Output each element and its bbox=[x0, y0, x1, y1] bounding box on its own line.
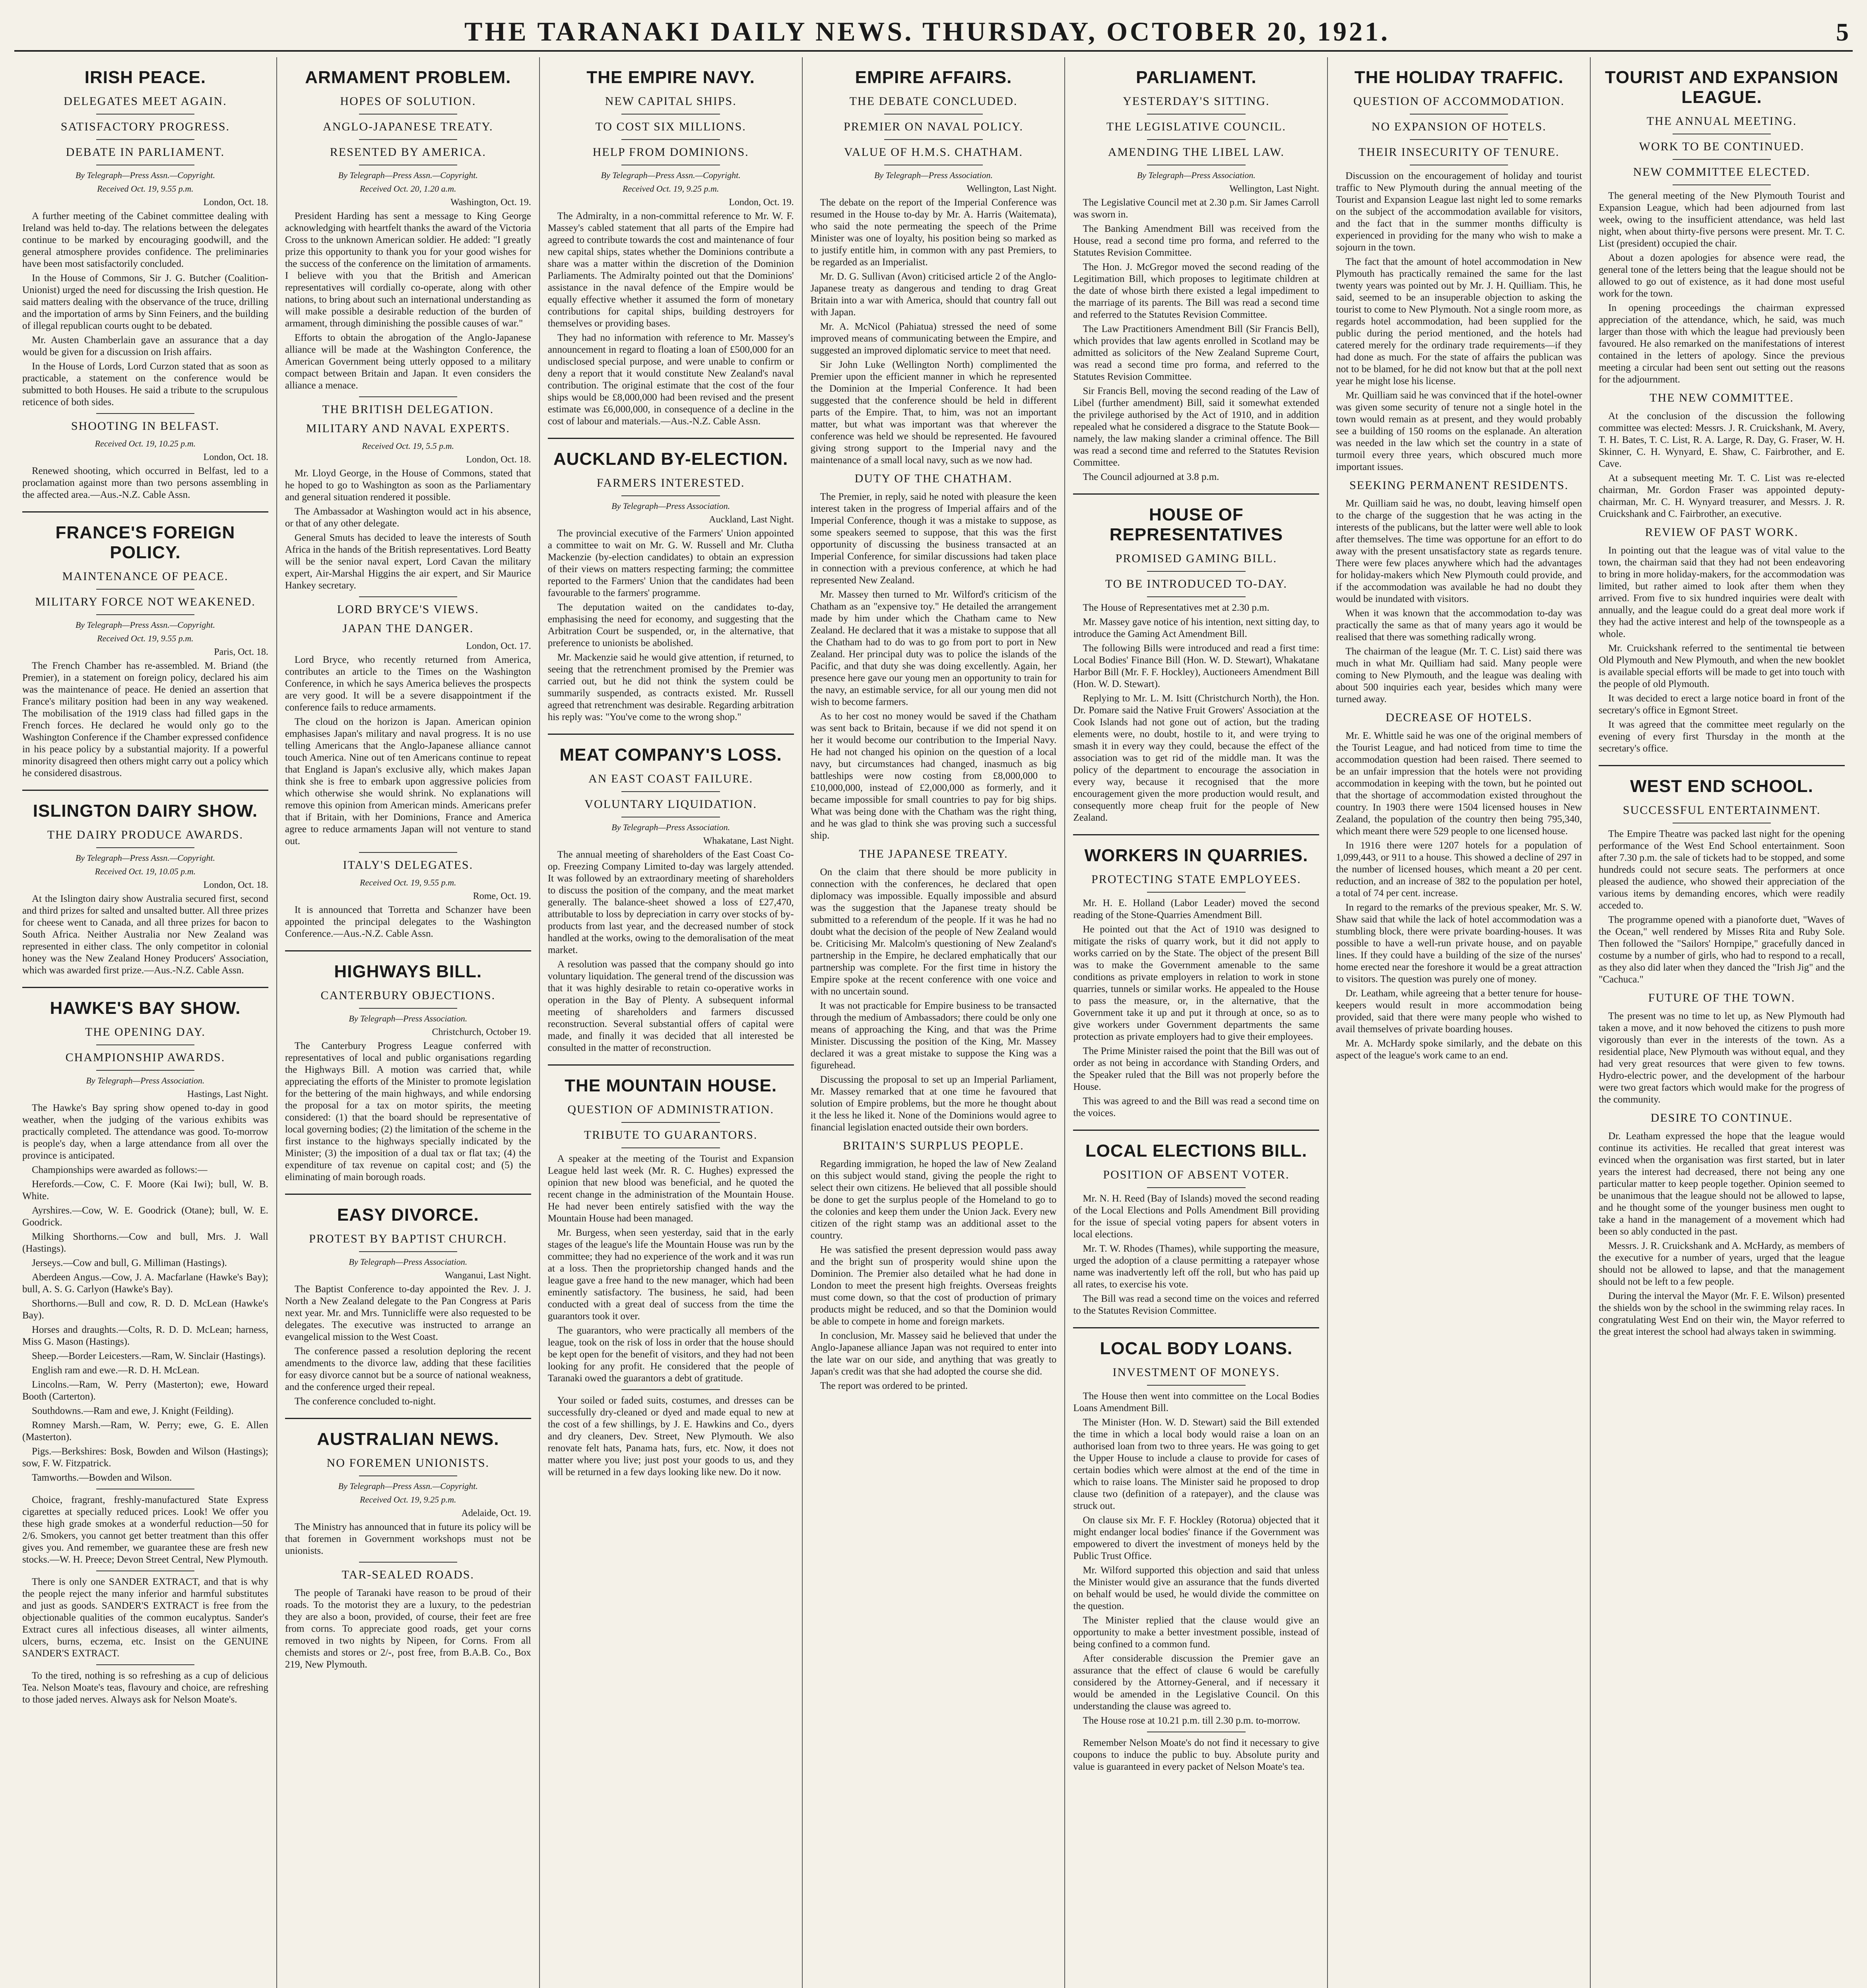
paragraph: Mr. E. Whittle said he was one of the original members of the Tourist League, and had noticed from time to time the accommodation question had been raised. There seemed to be an unfair impression that the hotels were not providing accommodation in keeping with the town, but he pointed out that the shortage of accommodation existed throughout the country. In 1903 there were 1504 licensed houses in New Zealand, the population of the country then being 795,340, which meant there were 529 people to one licensed house. bbox=[1336, 730, 1582, 837]
paragraph: After considerable discussion the Premier gave an assurance that the effect of clause 6 would be carefully considered by the Attorney-General, and if necessary it would be amended in the Legislative Council. On this understanding the clause was agreed to. bbox=[1073, 1653, 1320, 1712]
subhead: YESTERDAY'S SITTING. bbox=[1123, 95, 1270, 108]
byline: By Telegraph—Press Association. bbox=[349, 1013, 468, 1023]
paragraph: President Harding has sent a message to King George acknowledging with heartfelt thanks the award of the Victoria Cross to the unknown American soldier. He added: "I greatly prize this opportunity to thank you for your good wishes for the success of the conference on the limitation of armaments. I believe with you that the British and American representatives will cordially co-operate, along with other nations, to bring about such an international understanding as will make possible a desirable reduction of the burden of armament, through diminishing the possible causes of war." bbox=[285, 211, 531, 329]
byline: By Telegraph—Press Association. bbox=[611, 501, 730, 511]
paragraph: In pointing out that the league was of vital value to the town, the chairman said that they had not been endeavoring to bring in more holiday-makers, for the accommodation was limited, but rather aimed to look after them when they arrived. From five to six hundred inquiries were dealt with annually, and the league could do a great deal more work if they had the active interest and help of the townspeople as a whole. bbox=[1599, 545, 1845, 639]
advert-paragraph: Remember Nelson Moate's do not find it necessary to give coupons to induce the public to buy. Absolute purity and value is guaranteed in every packet of Nelson Moate's tea. bbox=[1073, 1738, 1320, 1772]
subhead: PROMISED GAMING BILL. bbox=[1115, 552, 1277, 565]
headline-holiday-traffic: THE HOLIDAY TRAFFIC. bbox=[1354, 68, 1564, 87]
paragraph: The Hawke's Bay spring show opened to-day in good weather, when the judging of the various exhibits was practically completed. The attendance was good. To-morrow is people's day, when a large attendance from all over the province is anticipated. bbox=[22, 1103, 268, 1161]
paragraph: The conference concluded to-night. bbox=[294, 1396, 436, 1407]
dateline: Wanganui, Last Night. bbox=[445, 1270, 531, 1281]
paragraph: It was decided to erect a large notice board in front of the secretary's office in Egmont Street. bbox=[1599, 693, 1845, 716]
subhead: THE DEBATE CONCLUDED. bbox=[849, 95, 1018, 108]
received-line: Received Oct. 19, 10.25 p.m. bbox=[95, 439, 196, 448]
subhead: FARMERS INTERESTED. bbox=[596, 476, 745, 489]
advert-paragraph: To the tired, nothing is so refreshing as a cup of delicious Tea. Nelson Moate's teas, flavoury and choice, are refreshing to those jaded nerves. Always ask for Nelson Moate's. bbox=[22, 1670, 268, 1705]
paragraph: In the House of Lords, Lord Curzon stated that as soon as practicable, a statement on the conference would be submitted to both Houses. He said a tribute to the scrupulous reticence of both sides. bbox=[22, 361, 268, 408]
paragraph: The annual meeting of shareholders of the East Coast Co-op. Freezing Company Limited to-day was largely attended. It was followed by an extraordinary meeting of shareholders to discuss the position of the company, and the meat market generally. The balance-sheet showed a loss of £27,470, attributable to loss by depreciation in carry over stocks of by-products from last year, and the decreased number of stock handled at the works, owing to the demoralisation of the meat market. bbox=[547, 849, 794, 955]
subhead: SUCCESSFUL ENTERTAINMENT. bbox=[1622, 804, 1821, 817]
columns bbox=[14, 57, 1853, 1988]
paragraph: During the interval the Mayor (Mr. F. E. Wilson) presented the shields won by the school in the swimming relay races. In congratulating West End on their win, the Mayor referred to the great interest the school had always taken in swimming. bbox=[1599, 1291, 1845, 1337]
paragraph: Jerseys.—Cow and bull, G. Milliman (Hastings). bbox=[32, 1258, 227, 1268]
subhead: THEIR INSECURITY OF TENURE. bbox=[1358, 146, 1560, 159]
paragraph: Lincolns.—Ram, W. Perry (Masterton); ewe, Howard Booth (Carterton). bbox=[22, 1379, 268, 1402]
received-line: Received Oct. 19, 9.55 p.m. bbox=[97, 184, 194, 194]
paragraph: The deputation waited on the candidates to-day, emphasising the need for economy, and suggesting that the Arbitration Court be suspended, or, in the alternative, that preference to unionists be abolished. bbox=[547, 602, 794, 648]
dateline: London, Oct. 17. bbox=[466, 641, 531, 651]
paragraph: As to her cost no money would be saved if the Chatham was sent back to Britain, because if we did not spend it on her it would become our contribution to the Imperial Navy. He had not changed his opinion on the question of a local navy, but circumstances had changed, inasmuch as big battleships were now costing from £8,000,000 to £10,000,000, instead of £2,000,000 as formerly, and it became impossible for small countries to pay for big ships. What was being done with the Chatham was the right thing, and he was glad to think she was proving such a successful ship. bbox=[810, 711, 1057, 841]
paragraph: Mr. D. G. Sullivan (Avon) criticised article 2 of the Anglo-Japanese treaty as dangerous and tending to drag Great Britain into a war with America, should that country fall out with Japan. bbox=[810, 271, 1057, 318]
paragraph: About a dozen apologies for absence were read, the general tone of the letters being that the league should not be allowed to go out of existence, as it had done most useful work for the town. bbox=[1599, 252, 1845, 299]
subhead: VALUE OF H.M.S. CHATHAM. bbox=[844, 146, 1023, 159]
subhead: PREMIER ON NAVAL POLICY. bbox=[844, 120, 1023, 133]
paragraph: The general meeting of the New Plymouth Tourist and Expansion League, which had been adjourned from last week, owing to the insufficient attendance, was held last night, when about thirty-five persons were present. Mr. T. C. List (president) occupied the chair. bbox=[1599, 190, 1845, 249]
headline-easy-divorce: EASY DIVORCE. bbox=[337, 1205, 479, 1225]
paragraph: The Canterbury Progress League conferred with representatives of local and public organisations regarding the Highways Bill. A motion was carried that, while appreciating the efforts of the Minister to promote legislation for the bettering of the main highways, and while endorsing the proposal for a tax on motor spirits, the meeting considered: (1) that the board should be representative of local governing bodies; (2) the limitation of the scheme in the first instance to the highways specially indicated by the Minister; (3) the imposition of a dual tax or flat tax; (4) the expenditure of tax revenue on capital cost; and (5) the eliminating of main borough roads. bbox=[285, 1041, 531, 1182]
paragraph: It is announced that Torretta and Schanzer have been appointed the principal delegates to the Washington Conference.—Aus.-N.Z. Cable Assn. bbox=[285, 905, 531, 939]
paragraph: At the Islington dairy show Australia secured first, second and third prizes for salted and unsalted butter. All three prizes for cheese went to Canada, and all three prizes for bacon to South Africa. Neither Australia nor New Zealand was represented in either class. The only competitor in colonial honey was the New Zealand Honey Producers' Association, which was awarded first prize.—Aus.-N.Z. Cable Assn. bbox=[22, 893, 268, 976]
dateline: Whakatane, Last Night. bbox=[703, 836, 794, 846]
paragraph: The Bill was read a second time on the voices and referred to the Statutes Revision Committee. bbox=[1073, 1293, 1320, 1316]
paragraph: Mr. H. E. Holland (Labor Leader) moved the second reading of the Stone-Quarries Amendment Bill. bbox=[1073, 898, 1320, 920]
paragraph: The conference passed a resolution deploring the recent amendments to the divorce law, adding that these facilities for easy divorce cannot but be a source of national weakness, and the conference urged their repeal. bbox=[285, 1346, 531, 1392]
column-2 bbox=[277, 57, 540, 1988]
headline-parliament: PARLIAMENT. bbox=[1136, 68, 1257, 87]
masthead bbox=[14, 16, 1853, 52]
paragraph: Pigs.—Berkshires: Bosk, Bowden and Wilson (Hastings); sow, F. W. Fitzpatrick. bbox=[22, 1446, 268, 1469]
paragraph: At a subsequent meeting Mr. T. C. List was re-elected chairman, Mr. Gordon Fraser was appointed deputy-chairman, Mr. C. H. Wynyard treasurer, and Messrs. J. R. Cruickshank and C. Fairbrother, an executive. bbox=[1599, 473, 1845, 519]
page-number: 5 bbox=[1836, 18, 1849, 46]
subhead: AN EAST COAST FAILURE. bbox=[588, 772, 753, 785]
dateline: London, Oct. 18. bbox=[203, 197, 268, 208]
paragraph: The Baptist Conference to-day appointed the Rev. J. J. North a New Zealand delegate to the Pan Congress at Paris next year. Mr. and Mrs. Tunnicliffe were also requested to be delegates. The executive was instructed to arrange an evangelical mission to the West Coast. bbox=[285, 1284, 531, 1342]
paragraph: The House rose at 10.21 p.m. till 2.30 p.m. to-morrow. bbox=[1083, 1715, 1300, 1726]
dateline: Hastings, Last Night. bbox=[187, 1089, 268, 1099]
dateline: Paris, Oct. 18. bbox=[214, 647, 268, 657]
column-5 bbox=[1065, 57, 1328, 1988]
column-4 bbox=[803, 57, 1065, 1988]
paragraph: Mr. N. H. Reed (Bay of Islands) moved the second reading of the Local Elections and Polls Amendment Bill providing for the issue of special voting papers for absent voters in local elections. bbox=[1073, 1193, 1320, 1240]
paragraph: In regard to the remarks of the previous speaker, Mr. S. W. Shaw said that while the lack of hotel accommodation was a stumbling block, there were private boarding-houses. It was possible to have a well-run private house, and on payable lines. If they could have a building of the size of the nurses' home erected near the foreshore it would be a great attraction to visitors. The question was purely one of money. bbox=[1336, 902, 1582, 984]
paragraph: He was satisfied the present depression would pass away and the bright sun of prosperity would shine upon the Dominion. The Premier also detailed what he had done in London to meet the present high freights. Overseas freights must come down, so that the cost of production of primary products might be reduced, and so that the Dominion would be able to compete in home and foreign markets. bbox=[810, 1244, 1057, 1327]
paragraph: Mr. A. McHardy spoke similarly, and the debate on this aspect of the league's work came to an end. bbox=[1336, 1038, 1582, 1061]
paragraph: The Empire Theatre was packed last night for the opening performance of the West End School entertainment. Soon after 7.30 p.m. the sale of tickets had to be stopped, and some hundreds could not secure seats. The performers at once pleased the audience, who showed their appreciation of the various items by demanding encores, which were readily acceded to. bbox=[1599, 829, 1845, 911]
headline-local-elections-bill: LOCAL ELECTIONS BILL. bbox=[1085, 1141, 1307, 1161]
paragraph: It was agreed that the committee meet regularly on the evening of every first Thursday in the month at the secretary's office. bbox=[1599, 719, 1845, 754]
paragraph: Herefords.—Cow, C. F. Moore (Kai Iwi); bull, W. B. White. bbox=[22, 1179, 268, 1202]
paragraph: Messrs. J. R. Cruickshank and A. McHardy, as members of the executive for a number of years, urged that the league should not be allowed to lapse, and that the management should not be left to a few people. bbox=[1599, 1241, 1845, 1287]
headline-mountain-house: THE MOUNTAIN HOUSE. bbox=[565, 1076, 777, 1095]
paragraph: The Minister replied that the clause would give an opportunity to make a better investment possible, instead of being confined to a common fund. bbox=[1073, 1615, 1320, 1650]
paragraph: Sir John Luke (Wellington North) complimented the Premier upon the efficient manner in which he represented the Dominion at the Imperial Conference. It had been suggested that the conference should be held in different parts of the Empire. That, to him, was not an important matter, but what was important was that wherever the conference was held we should be represented. He favoured giving strong support to the Imperial navy and the maintenance of a small local navy, such as we now had. bbox=[810, 359, 1057, 466]
paragraph: The Law Practitioners Amendment Bill (Sir Francis Bell), which provides that law agents enrolled in Scotland may be admitted as solicitors of the New Zealand Supreme Court, was read a second time pro forma, and referred to the Statutes Revision Committee. bbox=[1073, 324, 1320, 382]
dateline: London, Oct. 18. bbox=[203, 880, 268, 890]
subhead: AMENDING THE LIBEL LAW. bbox=[1108, 146, 1285, 159]
dateline: London, Oct. 19. bbox=[729, 197, 794, 208]
paragraph: The Prime Minister raised the point that the Bill was out of order as not being in accordance with Standing Orders, and the Speaker ruled that the Bill was not properly before the House. bbox=[1073, 1046, 1320, 1092]
paragraph: Mr. Quilliam said he was convinced that if the hotel-owner was given some security of tenure not a single hotel in the town would remain as at present, and they would probably see a building of 150 rooms on the esplanade. An alteration was needed in the law which set the country in a state of turmoil every three years, which obscured much more important issues. bbox=[1336, 390, 1582, 472]
paragraph: The fact that the amount of hotel accommodation in New Plymouth has practically remained the same for the last twenty years was pointed out by Mr. J. H. Quilliam. This, he said, seemed to be an insuperable objection to asking the tourist to come to New Plymouth. Not a single room more, as regards hotel accommodation, had been supplied for the public during the period mentioned, and the hotels had catered merely for the ordinary trade requirements—if they had done as much. For the state of affairs the publican was not to be blamed, for he did not know but that at the poll next year he might lose his license. bbox=[1336, 256, 1582, 386]
subhead: MAINTENANCE OF PEACE. bbox=[62, 570, 229, 583]
paragraph: English ram and ewe.—R. D. H. McLean. bbox=[32, 1365, 200, 1376]
subhead: TAR-SEALED ROADS. bbox=[342, 1568, 474, 1581]
paragraph: In 1916 there were 1207 hotels for a population of 1,099,443, or 911 to a house. This showed a decline of 297 in the number of licensed houses, which meant a 20 per cent. reduction, and an increase of 382 to the population per hotel, a total of 74 per cent. increase. bbox=[1336, 840, 1582, 899]
paragraph: The House then went into committee on the Local Bodies Loans Amendment Bill. bbox=[1073, 1391, 1320, 1413]
paragraph: The programme opened with a pianoforte duet, "Waves of the Ocean," well rendered by Misses Rita and Ruby Sole. Then followed the "Sailors' Hornpipe," gracefully danced in costume by a number of girls, who had to respond to a recall, as they also did later when they danced the "Irish Jig" and the "Cachuca." bbox=[1599, 914, 1845, 985]
byline: By Telegraph—Press Assn.—Copyright. bbox=[75, 170, 215, 180]
subhead: HELP FROM DOMINIONS. bbox=[592, 146, 749, 159]
received-line: Received Oct. 20, 1.20 a.m. bbox=[360, 184, 456, 194]
subhead: WORK TO BE CONTINUED. bbox=[1639, 140, 1805, 153]
paragraph: Mr. Massey gave notice of his intention, next sitting day, to introduce the Gaming Act Amendment Bill. bbox=[1073, 617, 1320, 639]
dateline: Christchurch, October 19. bbox=[432, 1027, 531, 1037]
byline: By Telegraph—Press Assn.—Copyright. bbox=[75, 853, 215, 863]
headline-local-body-loans: LOCAL BODY LOANS. bbox=[1100, 1339, 1293, 1358]
subhead: DELEGATES MEET AGAIN. bbox=[64, 95, 227, 108]
headline-frances-foreign-policy: FRANCE'S FOREIGN POLICY. bbox=[55, 523, 235, 562]
paragraph: The following Bills were introduced and read a first time: Local Bodies' Finance Bill (Hon. W. D. Stewart), Whakatane Harbor Bill (Mr. F. F. Hockley), Auctioneers Amendment Bill (Hon. W. D. Stewart). bbox=[1073, 643, 1320, 689]
paragraph: The Banking Amendment Bill was received from the House, read a second time pro forma, and referred to the Statutes Revision Committee. bbox=[1073, 223, 1320, 258]
paragraph: The Legislative Council met at 2.30 p.m. Sir James Carroll was sworn in. bbox=[1073, 197, 1320, 220]
headline-empire-navy: THE EMPIRE NAVY. bbox=[586, 68, 755, 87]
received-line: Received Oct. 19, 9.25 p.m. bbox=[622, 184, 719, 194]
headline-hawkes-bay-show: HAWKE'S BAY SHOW. bbox=[50, 998, 241, 1018]
subhead: NEW CAPITAL SHIPS. bbox=[605, 95, 737, 108]
paragraph: Championships were awarded as follows:— bbox=[32, 1165, 208, 1175]
subhead: ITALY'S DELEGATES. bbox=[343, 858, 474, 872]
received-line: Received Oct. 19, 9.25 p.m. bbox=[360, 1495, 456, 1505]
dateline: London, Oct. 18. bbox=[466, 454, 531, 465]
paragraph: The Ambassador at Washington would act in his absence, or that of any other delegate. bbox=[285, 506, 531, 529]
paragraph: The French Chamber has re-assembled. M. Briand (the Premier), in a statement on foreign policy, declared his aim was the maintenance of peace. He denied an assertion that France's military position had been in any way weakened. The mobilisation of the 1919 class had filled gaps in the French forces. He declared he would only go to the Washington Conference if the Chamber expressed confidence in his peace policy by a substantial majority. If a powerful minority disagreed then others might carry out a policy which he considered disastrous. bbox=[22, 660, 268, 779]
paragraph: Renewed shooting, which occurred in Belfast, led to a proclamation against more than two persons assembling in the affected area.—Aus.-N.Z. Cable Assn. bbox=[22, 466, 268, 500]
subhead: DEBATE IN PARLIAMENT. bbox=[66, 146, 225, 159]
subhead: THE ANNUAL MEETING. bbox=[1646, 115, 1797, 128]
paragraph: Sir Francis Bell, moving the second reading of the Law of Libel (further amendment) Bill, said it somewhat extended the privilege authorised by the Act of 1910, and in addition repealed what he considered a disgrace to the Statute Book—namely, the law making slander a criminal offence. The Bill was read a second time and referred to the Statutes Revision Committee. bbox=[1073, 386, 1320, 468]
paragraph: The debate on the report of the Imperial Conference was resumed in the House to-day by Mr. A. Harris (Waitemata), who said the note permeating the speech of the Prime Minister was one of loyalty, his position being so marked as to justify entitle him, in common with any past Premiers, to be regarded as an Imperialist. bbox=[810, 197, 1057, 268]
paragraph: On clause six Mr. F. F. Hockley (Rotorua) objected that it might endanger local bodies' finance if the Government was empowered to divert the investment of moneys held by the Public Trust Office. bbox=[1073, 1515, 1320, 1561]
paragraph: In opening proceedings the chairman expressed appreciation of the attendance, which, he said, was much larger than those with which the league had previously been favoured. He also remarked on the manifestations of interest contained in the letters of apology. Since the previous meeting a circular had been sent out setting out the reasons for the adjournment. bbox=[1599, 303, 1845, 385]
subhead: THE NEW COMMITTEE. bbox=[1650, 391, 1794, 404]
subhead: SHOOTING IN BELFAST. bbox=[71, 419, 219, 433]
subhead: NO EXPANSION OF HOTELS. bbox=[1371, 120, 1547, 133]
column-3 bbox=[540, 57, 803, 1988]
paragraph: Ayrshires.—Cow, W. E. Goodrick (Otane); bull, W. E. Goodrick. bbox=[22, 1205, 268, 1228]
paragraph: Discussing the proposal to set up an Imperial Parliament, Mr. Massey remarked that at one time he favoured that solution of Empire problems, but the more he thought about it the less he liked it. None of the Dominions would agree to financial legislation enacted outside their own borders. bbox=[810, 1074, 1057, 1133]
subhead: DECREASE OF HOTELS. bbox=[1386, 711, 1533, 724]
received-line: Received Oct. 19, 9.55 p.m. bbox=[97, 633, 194, 643]
headline-auckland-by-election: AUCKLAND BY-ELECTION. bbox=[553, 449, 788, 469]
headline-meat-companys-loss: MEAT COMPANY'S LOSS. bbox=[559, 745, 782, 765]
subhead: NEW COMMITTEE ELECTED. bbox=[1633, 165, 1811, 179]
paragraph: Dr. Leatham expressed the hope that the league would continue its activities. He recalled that great interest was evinced when the organisation was first started, but in later years the interest had decreased, there not being any one particular matter to keep people together. Opinion seemed to be unanimous that the league should not be allowed to lapse, and he thought some of the younger business men ought to take a hand in the management of a movement which had been so ably conducted in the past. bbox=[1599, 1131, 1845, 1237]
headline-australian-news: AUSTRALIAN NEWS. bbox=[317, 1429, 499, 1449]
dateline: Adelaide, Oct. 19. bbox=[461, 1508, 531, 1518]
byline: By Telegraph—Press Assn.—Copyright. bbox=[601, 170, 741, 180]
paragraph: The Council adjourned at 3.8 p.m. bbox=[1083, 472, 1219, 482]
paragraph: A further meeting of the Cabinet committee dealing with Ireland was held to-day. The relations between the delegates continue to be marked by encouraging goodwill, and the general atmosphere provides confidence. The preliminaries have been most satisfactorily concluded. bbox=[22, 211, 268, 269]
paragraph: Regarding immigration, he hoped the law of New Zealand on this subject would stand, giving the people the right to select their own citizens. He believed that all possible should be done to get the surplus people of the Homeland to go to the colonies and keep them under the Union Jack. Every new citizen of the right stamp was an additional asset to the country. bbox=[810, 1159, 1057, 1241]
advert-paragraph: The people of Taranaki have reason to be proud of their roads. To the motorist they are a luxury, to the pedestrian they are also a boon, provided, of course, their feet are free from corns. To appreciate good roads, get your corns removed in two nights by Nipeen, for Corns. From all chemists and stores or 2/-, post free, from B.A.B. Co., Box 219, New Plymouth. bbox=[285, 1588, 531, 1670]
paragraph: Lord Bryce, who recently returned from America, contributes an article to the Times on the Washington Conference, in which he says America believes the prospects are very good. It will be a severe disappointment if the conference fails to reduce armaments. bbox=[285, 654, 531, 713]
headline-west-end-school: WEST END SCHOOL. bbox=[1630, 777, 1814, 796]
advert-paragraph: There is only one SANDER EXTRACT, and that is why the people reject the many inferior and harmful substitutes and just as goods. SANDER'S EXTRACT is free from the objectionable qualities of the common eucalyptus. Sander's Extract cures all infectious diseases, all winter ailments, ulcers, burns, eczema, etc. Insist on the GENUINE SANDER'S EXTRACT. bbox=[22, 1576, 268, 1659]
paragraph: The Hon. J. McGregor moved the second reading of the Legitimation Bill, which proposes to legitimate children at the date of whose birth there existed a legal impediment to the marriage of its parents. The Bill was read a second time and referred to the Statutes Revision Committee. bbox=[1073, 262, 1320, 320]
paragraph: The provincial executive of the Farmers' Union appointed a committee to wait on Mr. G. W. Russell and Mr. Clutha Mackenzie (by-election candidates) to obtain an expression of their views on matters respecting farming; the committee reported to the Farmers' Union that the candidates had been favourable to the farmers' programme. bbox=[547, 528, 794, 598]
column-1 bbox=[14, 57, 277, 1988]
paragraph: This was agreed to and the Bill was read a second time on the voices. bbox=[1073, 1096, 1320, 1118]
subhead: ANGLO-JAPANESE TREATY. bbox=[323, 120, 493, 133]
paragraph: A resolution was passed that the company should go into voluntary liquidation. The general trend of the discussion was that it was highly desirable to retain co-operative works in operation in the Bay of Plenty. A subsequent informal meeting of shareholders and farmers discussed reconstruction. Several substantial offers of capital were made, and finally it was decided that all interested be consulted in the matter of reconstruction. bbox=[547, 959, 794, 1053]
subhead: THE JAPANESE TREATY. bbox=[859, 847, 1008, 860]
paragraph: Mr. Massey then turned to Mr. Wilford's criticism of the Chatham as an "expensive toy." He detailed the arrangement made by him under which the Chatham came to New Zealand. He declared that it was a mistake to suppose that all the Chatham had to do was to go from port to port in New Zealand. Her principal duty was to police the islands of the Pacific, and that duty she was doing excellently. Again, her presence here gave our young men an opportunity to train for the navy, an estimable service, for all our young men did not wish to become farmers. bbox=[810, 589, 1057, 707]
paragraph: Replying to Mr. L. M. Isitt (Christchurch North), the Hon. Dr. Pomare said the Native Fruit Growers' Association at the Cook Islands had not gone out of action, but the trading elements were, no doubt, hostile to it, and were trying to smash it in every way they could, because the effect of the association was to get rid of the middle man. It was the policy of the department to encourage the association in every way, because it recognised that the more encouragement given the more production would result, and consequently more cheap fruit for the people of New Zealand. bbox=[1073, 693, 1320, 823]
dateline: Wellington, Last Night. bbox=[1229, 184, 1320, 194]
dateline: London, Oct. 18. bbox=[203, 452, 268, 462]
paragraph: Efforts to obtain the abrogation of the Anglo-Japanese alliance will be made at the Washington Conference, the American Government being utterly opposed to a military compact between Britain and Japan. It even considers the alliance a menace. bbox=[285, 332, 531, 391]
paragraph: The report was ordered to be printed. bbox=[820, 1380, 968, 1391]
subhead: FUTURE OF THE TOWN. bbox=[1648, 991, 1795, 1004]
paragraph: The present was no time to let up, as New Plymouth had taken a move, and it now behoved the citizens to push more vigorously than ever in the interests of the town. As a residential place, New Plymouth was without equal, and they had very great resources that were given to few towns. Hydro-electric power, and the development of the harbour were two great factors which would make for the progress of the community. bbox=[1599, 1011, 1845, 1105]
subhead: SATISFACTORY PROGRESS. bbox=[60, 120, 230, 133]
paragraph: Mr. Mackenzie said he would give attention, if returned, to seeing that the retrenchment promised by the Premier was carried out, but he did not think the system could be summarily suspended, as contracts existed. Mr. Russell agreed that retrenchment was desirable. Regarding arbitration his reply was: "You've come to the wrong shop." bbox=[547, 652, 794, 722]
byline: By Telegraph—Press Assn.—Copyright. bbox=[338, 170, 478, 180]
subhead: NO FOREMEN UNIONISTS. bbox=[326, 1456, 490, 1470]
paragraph: In the House of Commons, Sir J. G. Butcher (Coalition-Unionist) urged the need for discussing the Irish question. He said matters dealing with the observance of the truce, drilling and the importation of arms by Sinn Feiners, and the building of illegal republican courts ought to be debated. bbox=[22, 273, 268, 331]
paragraph: The Premier, in reply, said he noted with pleasure the keen interest taken in the progress of Imperial affairs and of the Imperial Conference, though it was a mistake to suppose, as some speakers seemed to suppose, that this was the first opportunity of discussing the business transacted at an Imperial Conference, for similar discussions had taken place in connection with a previous conference, at which he had represented New Zealand. bbox=[810, 491, 1057, 586]
dateline: Wellington, Last Night. bbox=[966, 184, 1057, 194]
paragraph: On the claim that there should be more publicity in connection with the conferences, he declared that open diplomacy was impossible. Equally impossible and absurd was the suggestion that the Japanese treaty should be submitted to a referendum of the people. If it was he had no doubt what the decision of the people of New Zealand would be. Criticising Mr. Malcolm's questioning of New Zealand's partnership in the Empire, he declared emphatically that our partnership was complete. For the first time in history the Empire spoke at the recent conference with one voice and with no uncertain sound. bbox=[810, 867, 1057, 997]
subhead: DESIRE TO CONTINUE. bbox=[1650, 1111, 1793, 1124]
subhead: HOPES OF SOLUTION. bbox=[340, 95, 476, 108]
paragraph: Mr. Wilford supported this objection and said that unless the Minister would give an assurance that the funds diverted on behalf would be used, he would divide the committee on the question. bbox=[1073, 1565, 1320, 1611]
paragraph: Mr. Quilliam said he was, no doubt, leaving himself open to the charge of the suggestion that he was acting in the interests of the publicans, but the latter were well able to look after themselves. The time was opportune for an effort to do away with the present unsatisfactory state as regards tenure. There were few places anywhere which had the advantages for holiday-makers which New Plymouth could provide, and if the accommodation was available he had no doubt they would be inundated with visitors. bbox=[1336, 498, 1582, 604]
subhead: MILITARY AND NAVAL EXPERTS. bbox=[306, 422, 510, 435]
subhead: QUESTION OF ACCOMMODATION. bbox=[1353, 95, 1565, 108]
paragraph: Milking Shorthorns.—Cow and bull, Mrs. J. Wall (Hastings). bbox=[22, 1231, 268, 1254]
headline-tourist-and-expansion-league: TOURIST AND EXPANSION LEAGUE. bbox=[1605, 68, 1839, 107]
subhead: THE LEGISLATIVE COUNCIL. bbox=[1106, 120, 1286, 133]
subhead: THE OPENING DAY. bbox=[85, 1025, 206, 1039]
headline-empire-affairs: EMPIRE AFFAIRS. bbox=[855, 68, 1012, 87]
subhead: VOLUNTARY LIQUIDATION. bbox=[584, 798, 757, 811]
paragraph: Sheep.—Border Leicesters.—Ram, W. Sinclair (Hastings). bbox=[32, 1351, 266, 1361]
subhead: REVIEW OF PAST WORK. bbox=[1645, 526, 1799, 539]
headline-house-of-representatives: HOUSE OF REPRESENTATIVES bbox=[1109, 505, 1283, 544]
byline: By Telegraph—Press Association. bbox=[1137, 170, 1256, 180]
subhead: POSITION OF ABSENT VOTER. bbox=[1103, 1168, 1290, 1181]
subhead: TO COST SIX MILLIONS. bbox=[595, 120, 746, 133]
dateline: Rome, Oct. 19. bbox=[473, 891, 531, 901]
byline: By Telegraph—Press Association. bbox=[874, 170, 993, 180]
headline-highways-bill: HIGHWAYS BILL. bbox=[334, 962, 482, 981]
paragraph: Dr. Leatham, while agreeing that a better tenure for house-keepers would result in more accommodation being provided, said that there were many people who wished to avail themselves of private boarding houses. bbox=[1336, 988, 1582, 1035]
headline-islington-dairy-show: ISLINGTON DAIRY SHOW. bbox=[33, 801, 258, 821]
subhead: PROTECTING STATE EMPLOYEES. bbox=[1091, 873, 1301, 886]
subhead: DUTY OF THE CHATHAM. bbox=[854, 472, 1013, 485]
paragraph: Discussion on the encouragement of holiday and tourist traffic to New Plymouth during the annual meeting of the Tourist and Expansion League last night led to some remarks on the subject of the accommodation available for visitors, and the fact that in the summer months difficulty is experienced in providing for the many who wish to make a sojourn in the town. bbox=[1336, 171, 1582, 253]
headline-irish-peace: IRISH PEACE. bbox=[84, 68, 206, 87]
subhead: MILITARY FORCE NOT WEAKENED. bbox=[35, 595, 256, 608]
paragraph: The Minister (Hon. W. D. Stewart) said the Bill extended the time in which a local body would raise a loan on an authorised loan from two to three years. He was going to get the Upper House to include a clause to provide for cases of certain bodies which were almost at the end of the time in which to raise loans. The Minister said he proposed to drop clause two (definition of a ratepayer), and the clause was struck out. bbox=[1073, 1417, 1320, 1511]
paragraph: The chairman of the league (Mr. T. C. List) said there was much in what Mr. Quilliam had said. Many people were coming to New Plymouth, and the league was dealing with about 500 inquiries each year, besides which many were turned away. bbox=[1336, 646, 1582, 705]
received-line: Received Oct. 19, 10.05 p.m. bbox=[95, 866, 196, 876]
byline: By Telegraph—Press Assn.—Copyright. bbox=[338, 1481, 478, 1491]
column-6 bbox=[1328, 57, 1591, 1988]
paragraph: He pointed out that the Act of 1910 was designed to mitigate the risks of quarry work, but it did not apply to works carried on by the State. The object of the present Bill was to make the Government amenable to the same conditions as private employers in relation to work in stone quarries, tunnels or similar works. He appealed to the House to pass the measure, or, in the alternative, that the Government take it up and put it through at once, so as to give workers under Government departments the same protection as private employers had to give their employees. bbox=[1073, 924, 1320, 1042]
dateline: Washington, Oct. 19. bbox=[450, 197, 531, 208]
headline-armament-problem: ARMAMENT PROBLEM. bbox=[305, 68, 511, 87]
paragraph: The Ministry has announced that in future its policy will be that foremen in Government workshops must not be unionists. bbox=[285, 1522, 531, 1556]
paragraph: They had no information with reference to Mr. Massey's announcement in regard to floating a loan of £500,000 for an undisclosed special purpose, and were unable to confirm or deny a report that it would constitute New Zealand's naval contribution. The original estimate that the cost of the four ships would be £8,000,000 had been revised and the present estimate was £6,000,000, in consequence of a decline in the cost of labour and materials.—Aus.-N.Z. Cable Assn. bbox=[547, 332, 794, 427]
masthead-title: THE TARANAKI DAILY NEWS. THURSDAY, OCTOBER 20, 1921. bbox=[464, 16, 1390, 47]
paragraph: Mr. Austen Chamberlain gave an assurance that a day would be given for a discussion on Irish affairs. bbox=[22, 335, 268, 357]
paragraph: Mr. T. W. Rhodes (Thames), while supporting the measure, urged the adoption of a clause permitting a ratepayer whose name was inadvertently left off the roll, but who has paid up all rates, to exercise his vote. bbox=[1073, 1243, 1320, 1290]
subhead: CHAMPIONSHIP AWARDS. bbox=[65, 1051, 225, 1064]
paragraph: The guarantors, who were practically all members of the league, took on the risk of loss in order that the house should be kept open for the benefit of visitors, and they had not been looking for any profit. He considered that the people of Taranaki owed the guarantors a debt of gratitude. bbox=[547, 1325, 794, 1384]
advert-paragraph: Choice, fragrant, freshly-manufactured State Express cigarettes at specially reduced prices. Look! We offer you these high grade smokes at a wonderful reduction—50 for 2/6. Smokers, you cannot get better treatment than this offer gives you. And remember, we guarantee these are fresh new stocks.—W. H. Preece; Devon Street Central, New Plymouth. bbox=[22, 1495, 268, 1565]
subhead: JAPAN THE DANGER. bbox=[342, 622, 474, 635]
subhead: SEEKING PERMANENT RESIDENTS. bbox=[1349, 479, 1569, 492]
subhead: LORD BRYCE'S VIEWS. bbox=[337, 603, 479, 616]
byline: By Telegraph—Press Association. bbox=[86, 1076, 205, 1085]
received-line: Received Oct. 19, 5.5 p.m. bbox=[362, 441, 454, 451]
paragraph: Shorthorns.—Bull and cow, R. D. D. McLean (Hawke's Bay). bbox=[22, 1298, 268, 1321]
paragraph: Horses and draughts.—Colts, R. D. D. McLean; harness, Miss G. Mason (Hastings). bbox=[22, 1324, 268, 1347]
subhead: TO BE INTRODUCED TO-DAY. bbox=[1105, 577, 1287, 590]
subhead: CANTERBURY OBJECTIONS. bbox=[320, 989, 496, 1002]
paragraph: It was not practicable for Empire business to be transacted through the medium of Ambassadors; there could be only one means of approaching the King, and that was the Prime Minister. Discussing the position of the King, Mr. Massey declared it was a great mistake to suppose the King was a figurehead. bbox=[810, 1000, 1057, 1071]
paragraph: A speaker at the meeting of the Tourist and Expansion League held last week (Mr. R. C. Hughes) expressed the opinion that new blood was beneficial, and he quoted the recent change in the administration of the Mountain House. He had never been entirely satisfied with the way the Mountain House had been managed. bbox=[547, 1153, 794, 1224]
dateline: Auckland, Last Night. bbox=[709, 514, 794, 525]
paragraph: Romney Marsh.—Ram, W. Perry; ewe, G. E. Allen (Masterton). bbox=[22, 1420, 268, 1442]
paragraph: Southdowns.—Ram and ewe, J. Knight (Feilding). bbox=[32, 1406, 234, 1416]
paragraph: The House of Representatives met at 2.30 p.m. bbox=[1083, 602, 1269, 613]
paragraph: At the conclusion of the discussion the following committee was elected: Messrs. J. R. Cruickshank, M. Avery, T. H. Bates, T. C. List, R. A. Large, R. Day, G. Fraser, W. H. Skinner, C. H. Wynyard, E. Shaw, C. Fairbrother, and E. Cave. bbox=[1599, 411, 1845, 469]
subhead: TRIBUTE TO GUARANTORS. bbox=[584, 1128, 758, 1142]
headline-workers-in-quarries: WORKERS IN QUARRIES. bbox=[1084, 846, 1308, 865]
subhead: RESENTED BY AMERICA. bbox=[330, 146, 486, 159]
paragraph: When it was known that the accommodation to-day was practically the same as that of many years ago it would be realised that there was something radically wrong. bbox=[1336, 608, 1582, 643]
subhead: THE DAIRY PRODUCE AWARDS. bbox=[47, 828, 244, 841]
subhead: QUESTION OF ADMINISTRATION. bbox=[567, 1103, 774, 1116]
byline: By Telegraph—Press Association. bbox=[611, 822, 730, 832]
paragraph: In conclusion, Mr. Massey said he believed that under the Anglo-Japanese alliance Japan was not required to enter into the late war on our side, and anything that was greatly to Japan's credit was that she had adopted the course she did. bbox=[810, 1330, 1057, 1377]
paragraph: Tamworths.—Bowden and Wilson. bbox=[32, 1472, 172, 1483]
paragraph: Mr. Burgess, when seen yesterday, said that in the early stages of the league's life the Mountain House was run by the committee; they had no experience of the work and it was run at a loss. Then the proprietorship changed hands and the league gave a free hand to the new manager, which had been eminently satisfactory. The business, he said, had been conducted with a great deal of success from the time the guarantors took it over. bbox=[547, 1227, 794, 1322]
paragraph: Mr. Lloyd George, in the House of Commons, stated that he hoped to go to Washington as soon as the Parliamentary and general situation rendered it possible. bbox=[285, 468, 531, 503]
received-line: Received Oct. 19, 9.55 p.m. bbox=[360, 878, 456, 887]
subhead: PROTEST BY BAPTIST CHURCH. bbox=[309, 1232, 507, 1245]
subhead: BRITAIN'S SURPLUS PEOPLE. bbox=[843, 1139, 1024, 1152]
subhead: INVESTMENT OF MONEYS. bbox=[1112, 1366, 1280, 1379]
byline: By Telegraph—Press Assn.—Copyright. bbox=[75, 620, 215, 630]
byline: By Telegraph—Press Association. bbox=[349, 1257, 468, 1267]
paragraph: General Smuts has decided to leave the interests of South Africa in the hands of the British representatives. Lord Beatty will be the senior naval expert, Lord Cavan the military expert, Air-Marshal Higgins the air expert, and Sir Maurice Hankey secretary. bbox=[285, 532, 531, 591]
paragraph: The cloud on the horizon is Japan. American opinion emphasises Japan's military and naval progress. It is no use telling Americans that the Anglo-Japanese alliance cannot touch America. Nine out of ten Americans continue to repeat that England is Japan's exclusive ally, which makes Japan think she is free to embark upon aggressive policies from which otherwise she would shrink. No explanations will remove this opinion from American minds. Americans prefer that if Britain, with her Dominions, France and America agree to reduce armaments Japan will not venture to stand out. bbox=[285, 716, 531, 846]
paragraph: Aberdeen Angus.—Cow, J. A. Macfarlane (Hawke's Bay); bull, A. S. G. Carlyon (Hawke's Bay). bbox=[22, 1272, 268, 1295]
paragraph: Mr. A. McNicol (Pahiatua) stressed the need of some improved means of communicating between the Empire, and suggested an improved diplomatic service to meet that need. bbox=[810, 321, 1057, 356]
advert-paragraph: Your soiled or faded suits, costumes, and dresses can be successfully dry-cleaned or dyed and made equal to new at the cost of a few shillings, by J. E. Hawkins and Co., dyers and dry cleaners, Dev. Street, New Plymouth. We also renovate felt hats, Panama hats, furs, etc. Now, it does not matter where you live; just post your goods to us, and they will be returned in a few days looking like new. Do it now. bbox=[547, 1395, 794, 1477]
column-7 bbox=[1591, 57, 1853, 1988]
paragraph: The Admiralty, in a non-committal reference to Mr. W. F. Massey's cabled statement that all parts of the Empire had agreed to contribute towards the cost and maintenance of four new capital ships, states whether the Dominions contribute a share was a matter within the discretion of the Dominion Parliaments. The Admiralty pointed out that the Dominions' assistance in the naval defence of the Empire would be equally effective whether it assumed the form of monetary contributions for capital ships, building destroyers for themselves or providing bases. bbox=[547, 211, 794, 329]
subhead: THE BRITISH DELEGATION. bbox=[322, 403, 494, 416]
paragraph: Mr. Cruickshank referred to the sentimental tie between Old Plymouth and New Plymouth, and when the new booklet is available special efforts will be made to get into touch with the people of old Plymouth. bbox=[1599, 643, 1845, 689]
